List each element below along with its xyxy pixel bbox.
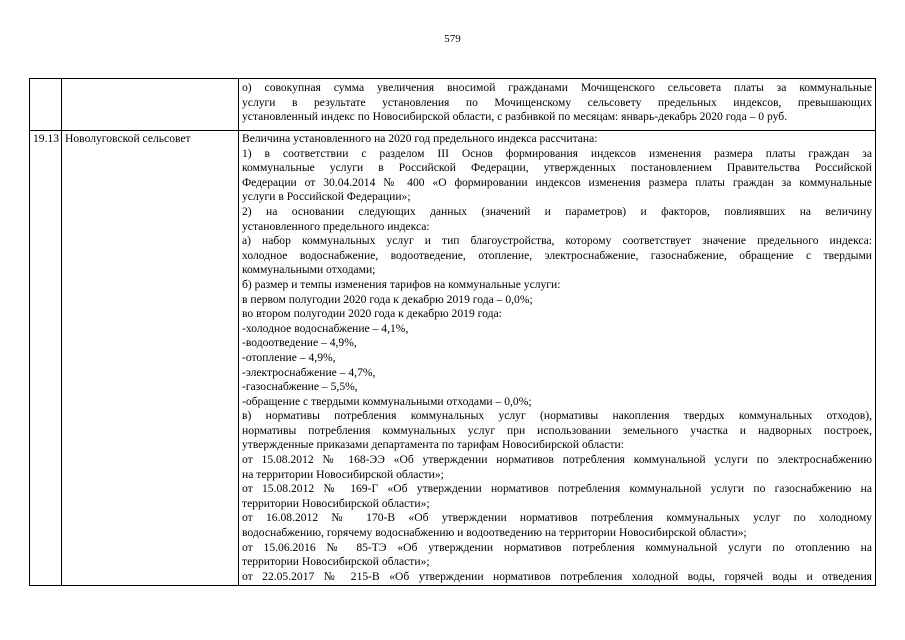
text-line: коммунальные услуги в Российской Федерации, утвержденных постановлением Правительства Российской bbox=[242, 161, 872, 175]
text-line: холодное водоснабжение, водоотведение, отопление, электроснабжение, газоснабжение, обращение с твердыми bbox=[242, 248, 872, 262]
text-line: -электроснабжение – 4,7%, bbox=[242, 365, 376, 379]
text-line: установленный индекс по Новосибирской области, с разбивкой по месяцам: январь-декабрь 2020 года – 0 руб. bbox=[242, 110, 788, 124]
description-cell bbox=[239, 131, 876, 586]
table-row bbox=[30, 79, 876, 131]
text-line: 2) на основании следующих данных (значений и параметров) и факторов, повлиявших на величину bbox=[242, 204, 872, 218]
municipality-name-cell: Новолуговской сельсовет bbox=[62, 131, 239, 586]
text-line: от 22.05.2017 № 215-В «Об утверждении нормативов потребления холодной воды, горячей воды и отведения bbox=[242, 569, 872, 583]
row-number-cell: 19.13 bbox=[30, 131, 62, 586]
text-line: услуги в результате установления по Мочищенскому сельсовету предельных индексов, превышающих bbox=[242, 95, 872, 109]
text-line: услуги в Российской Федерации»; bbox=[242, 190, 411, 204]
text-line: а) набор коммунальных услуг и тип благоустройства, которому соответствует значение предельного индекса: bbox=[242, 234, 872, 248]
row-number-cell bbox=[30, 79, 62, 131]
text-line: территории Новосибирской области»; bbox=[242, 496, 430, 510]
text-line: -водоотведение – 4,9%, bbox=[242, 336, 357, 350]
text-line: от 16.08.2012 № 170-В «Об утверждении нормативов потребления коммунальных услуг по холодному bbox=[242, 511, 872, 525]
municipality-name-cell bbox=[62, 79, 239, 131]
page-number: 579 bbox=[444, 33, 461, 45]
table-row bbox=[30, 131, 876, 586]
text-line: на территории Новосибирской области»; bbox=[242, 467, 444, 481]
text-line: территории Новосибирской области»; bbox=[242, 555, 430, 569]
text-line: от 15.06.2016 № 85-ТЭ «Об утверждении нормативов потребления коммунальной услуги по отоплению на bbox=[242, 540, 872, 554]
document-table bbox=[29, 78, 876, 586]
text-line: в) нормативы потребления коммунальных услуг (нормативы накопления твердых коммунальных отходов), bbox=[242, 409, 872, 423]
text-line: -холодное водоснабжение – 4,1%, bbox=[242, 321, 409, 335]
text-line: установленного предельного индекса: bbox=[242, 219, 430, 233]
text-line: от 15.08.2012 № 169-Г «Об утверждении нормативов потребления коммунальной услуги по газоснабжению на bbox=[242, 482, 872, 496]
text-line: о) совокупная сумма увеличения вносимой гражданами Мочищенского сельсовета платы за коммунальные bbox=[242, 81, 872, 94]
text-line: Величина установленного на 2020 год предельного индекса рассчитана: bbox=[242, 132, 598, 145]
text-line: в первом полугодии 2020 года к декабрю 2019 года – 0,0%; bbox=[242, 292, 533, 306]
text-line: -отопление – 4,9%, bbox=[242, 350, 336, 364]
text-line: водоснабжению, горячему водоснабжению и водоотведению на территории Новосибирской области»; bbox=[242, 526, 747, 540]
text-line: 1) в соответствии с разделом III Основ формирования индексов изменения размера платы граждан за bbox=[242, 146, 872, 160]
description-lines bbox=[242, 132, 872, 584]
description-cell bbox=[239, 79, 876, 131]
text-line: -обращение с твердыми коммунальными отходами – 0,0%; bbox=[242, 394, 532, 408]
description-lines bbox=[242, 81, 872, 125]
text-line: коммунальными отходами; bbox=[242, 263, 376, 277]
text-line: нормативы потребления коммунальных услуг при использовании земельного участка и надворных построек, bbox=[242, 423, 872, 437]
text-line: -газоснабжение – 5,5%, bbox=[242, 380, 358, 394]
text-line: Федерации от 30.04.2014 № 400 «О формировании индексов изменения размера платы граждан за коммунальные bbox=[242, 175, 872, 189]
text-line: б) размер и темпы изменения тарифов на коммунальные услуги: bbox=[242, 277, 561, 291]
text-line: утвержденные приказами департамента по тарифам Новосибирской области: bbox=[242, 438, 624, 452]
text-line: во втором полугодии 2020 года к декабрю 2019 года: bbox=[242, 307, 502, 321]
text-line: от 15.08.2012 № 168-ЭЭ «Об утверждении нормативов потребления коммунальной услуги по электроснабжению bbox=[242, 453, 872, 467]
